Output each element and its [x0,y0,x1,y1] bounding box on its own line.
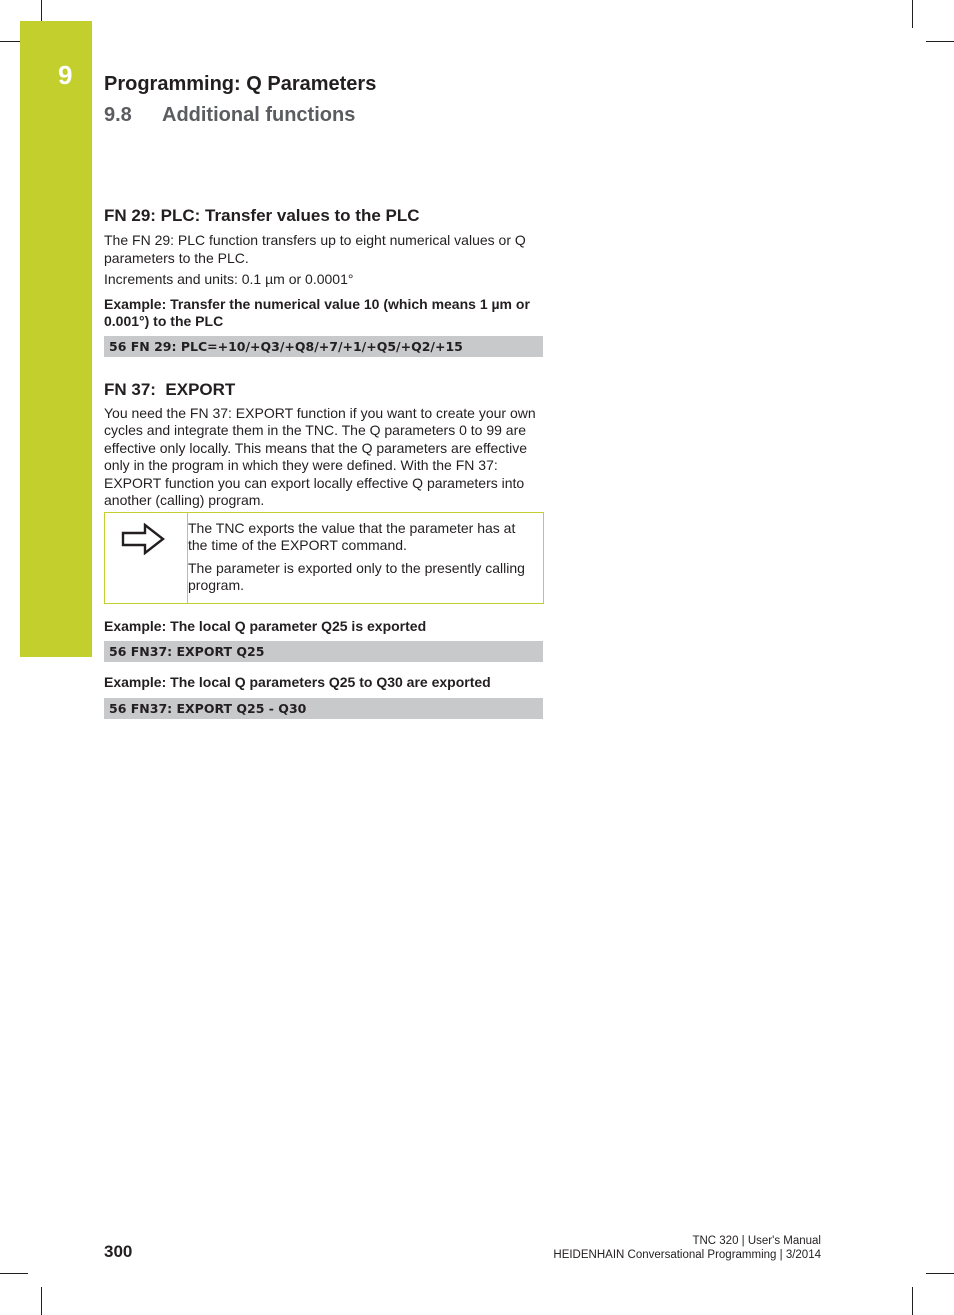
fn37-heading: FN 37: EXPORT [104,379,236,399]
fn37-example1-code: 56 FN37: EXPORT Q25 [104,641,543,662]
chapter-title: Programming: Q Parameters [104,73,377,95]
note-text [188,513,543,603]
note-icon-cell [105,513,188,603]
section-title [104,104,355,127]
footer-info [553,1234,821,1262]
fn29-paragraph: The FN 29: PLC function transfers up to eight numerical values or Q parameters to the PLC. [104,232,526,266]
note-line-2: The parameter is exported only to the presently calling program. [188,559,525,593]
fn29-units: Increments and units: 0.1 µm or 0.0001° [104,271,354,287]
fn37-example2-code: 56 FN37: EXPORT Q25 - Q30 [104,698,543,719]
fn37-example1-label: Example: The local Q parameter Q25 is exported [104,617,427,634]
arrow-right-icon [121,523,165,555]
footer-manual: TNC 320 | User's Manual [692,1235,821,1247]
crop-mark [0,1273,28,1274]
note-line-1: The TNC exports the value that the parameter has at the time of the EXPORT command. [188,519,516,553]
fn37-paragraph: You need the FN 37: EXPORT function if you want to create your own cycles and integrate them in the TNC. The Q parameters 0 to 99 are effective only locally. This means that the Q parameters are effective only in the program in which they were defined. With the FN 37: EXPORT function you can export locally effective Q parameters into another (calling) program. [104,404,536,508]
crop-mark [926,1273,954,1274]
crop-mark [926,41,954,42]
section-number: 9.8 [104,104,132,126]
note-box [104,512,544,604]
fn29-heading: FN 29: PLC: Transfer values to the PLC [104,206,420,225]
chapter-sidebar [20,21,92,657]
fn29-code-block: 56 FN 29: PLC=+10/+Q3/+Q8/+7/+1/+Q5/+Q2/+15 [104,336,543,357]
crop-mark [41,1287,42,1315]
footer-subtitle: HEIDENHAIN Conversational Programming | 3/2014 [553,1249,821,1261]
section-name: Additional functions [162,104,356,126]
main-content [104,205,544,719]
fn29-example-label: Example: Transfer the numerical value 10 (which means 1 µm or 0.001°) to the PLC [104,295,530,329]
chapter-number: 9 [58,60,73,90]
page-number: 300 [104,1242,133,1261]
fn37-example2-label: Example: The local Q parameters Q25 to Q30 are exported [104,674,491,690]
crop-mark [912,0,913,28]
crop-mark [912,1287,913,1315]
